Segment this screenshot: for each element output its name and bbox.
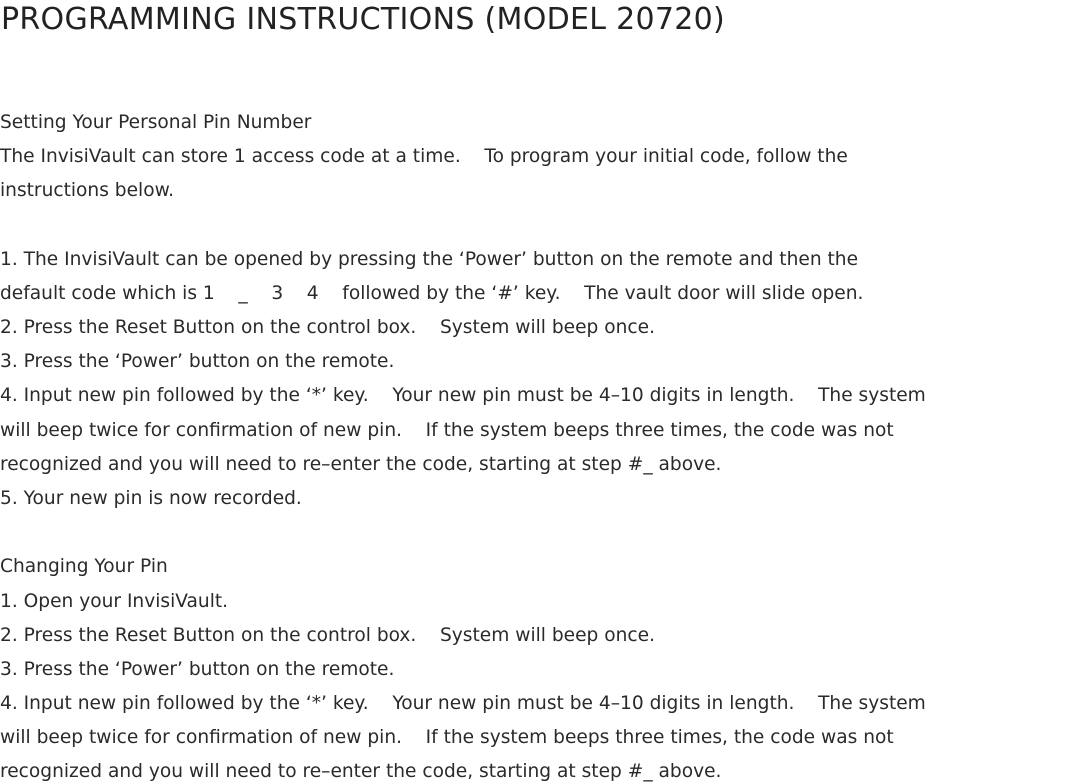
setting-step-4-line-1: 4. Input new pin followed by the ‘*’ key. Your new pin must be 4–10 digits in length. The system	[0, 385, 926, 406]
setting-step-3: 3. Press the ‘Power’ button on the remote.	[0, 351, 395, 372]
setting-step-5: 5. Your new pin is now recorded.	[0, 488, 302, 509]
changing-step-4-line-1: 4. Input new pin followed by the ‘*’ key. Your new pin must be 4–10 digits in length. The system	[0, 693, 926, 714]
setting-step-1-line-2: default code which is 1 _ 3 4 followed by the ‘#’ key. The vault door will slide open.	[0, 283, 864, 304]
section-heading-setting-pin: Setting Your Personal Pin Number	[0, 112, 312, 133]
intro-line-2: instructions below.	[0, 180, 174, 201]
changing-step-3: 3. Press the ‘Power’ button on the remote.	[0, 659, 395, 680]
changing-step-4-line-2: will beep twice for confirmation of new pin. If the system beeps three times, the code was not	[0, 727, 894, 748]
setting-step-2: 2. Press the Reset Button on the control box. System will beep once.	[0, 317, 655, 338]
intro-line-1: The InvisiVault can store 1 access code at a time. To program your initial code, follow the	[0, 146, 848, 167]
setting-step-1-line-1: 1. The InvisiVault can be opened by pressing the ‘Power’ button on the remote and then the	[0, 249, 859, 270]
changing-step-4-line-3: recognized and you will need to re–enter the code, starting at step #_ above.	[0, 761, 722, 782]
setting-step-4-line-2: will beep twice for confirmation of new pin. If the system beeps three times, the code was not	[0, 420, 894, 441]
page-title: PROGRAMMING INSTRUCTIONS (MODEL 20720)	[1, 2, 726, 37]
section-heading-changing-pin: Changing Your Pin	[0, 556, 168, 577]
changing-step-2: 2. Press the Reset Button on the control box. System will beep once.	[0, 625, 655, 646]
setting-step-4-line-3: recognized and you will need to re–enter the code, starting at step #_ above.	[0, 454, 722, 475]
changing-step-1: 1. Open your InvisiVault.	[0, 591, 229, 612]
